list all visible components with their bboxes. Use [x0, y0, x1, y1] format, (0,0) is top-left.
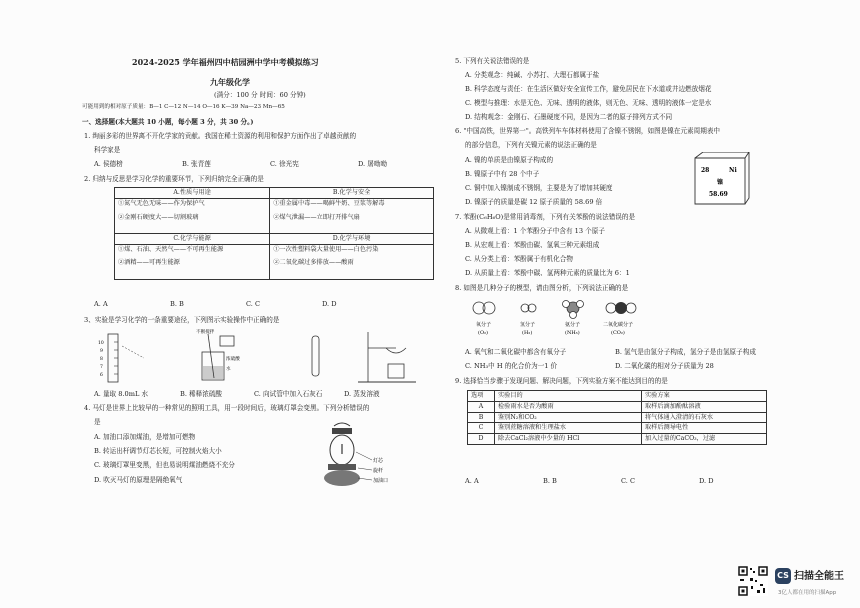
row-a-label: A: [468, 401, 495, 412]
q8-stem: 8. 如图是几种分子的模型，请由图分析，下列说法正确的是: [455, 284, 629, 292]
hydrogen-molecule-icon: [521, 304, 536, 312]
test-tube-icon: [312, 336, 319, 376]
subject-title: 九年级化学: [210, 77, 250, 87]
table-row: [468, 401, 767, 412]
q6-stem-cont: 的部分信息，下列有关镍元素的说法正确的是: [465, 141, 597, 149]
q9-table: [467, 390, 767, 445]
graduated-cylinder-icon: [98, 334, 144, 382]
q6-option-c: C. 铜中加入镍制成不锈钢，主要是为了增加其硬度: [465, 184, 613, 192]
q2-b-item-2: ②煤气泄漏——立即打开排气扇: [273, 213, 360, 221]
cyl-tick-7: 7: [100, 365, 103, 370]
row-a-plan: 取样后滴加酚酞溶液: [642, 401, 767, 412]
q2-d-head: D.化学与环境: [270, 233, 434, 244]
mol-name-1: 氧分子: [476, 322, 492, 328]
acid-label: 浓硫酸: [226, 357, 240, 362]
q2-d-item-2: ②二氧化碳过多排放——酸雨: [273, 259, 354, 267]
table-row: [468, 412, 767, 423]
row-d-label: D: [468, 434, 495, 445]
q5-option-a: A. 分类观念：纯碱、小苏打、大理石都属于盐: [465, 71, 600, 79]
q8-option-d: D. 二氧化碳的相对分子质量为 28: [615, 362, 714, 370]
q7-stem: 7. 苯酚(C₆H₆O)是常用消毒剂，下列有关苯酚的说法错误的是: [455, 213, 636, 221]
q2-d-items: [270, 244, 434, 279]
water-label: 水: [226, 367, 231, 372]
row-c-purpose: 鉴别蔗糖溶液和生理盐水: [495, 423, 642, 434]
q2-c-items: [115, 244, 270, 279]
q3-option-b: B. 稀释浓硫酸: [180, 390, 223, 398]
fill-port-label: 加油口: [373, 478, 389, 484]
q4-stem-cont: 是: [94, 418, 101, 426]
brand-name: 扫描全能王: [794, 571, 844, 582]
q9-option-d: D. D: [699, 477, 714, 485]
cyl-tick-8: 8: [100, 357, 103, 362]
nickel-element-card: [685, 152, 751, 210]
q6-option-a: A. 镍的单质是由镍原子构成的: [465, 156, 554, 164]
q2-c-item-1: ①煤、石油、天然气——不可再生能源: [118, 245, 224, 253]
ammonia-molecule-icon: [563, 301, 584, 319]
q9-stem: 9. 选择恰当步骤于发现问题、解决问题，下列实验方案不能达到目的的是: [455, 377, 668, 385]
element-name: 镍: [717, 179, 724, 186]
row-a-purpose: 检验雨水是否为酸雨: [495, 401, 642, 412]
q2-d-item-1: ①一次性塑料袋大量使用——白色污染: [273, 245, 379, 253]
row-c-label: C: [468, 423, 495, 434]
mol-formula-2: (H₂): [522, 330, 533, 336]
molecule-models: [469, 296, 669, 344]
q2-b-items: [270, 198, 434, 233]
row-d-purpose: 除去CaCl₂溶液中少量的 HCl: [495, 434, 642, 445]
q3-option-d: D. 蒸发溶液: [344, 390, 380, 398]
q3-option-a: A. 量取 8.0mL 水: [94, 390, 149, 398]
q3-lab-figures: [96, 328, 426, 386]
row-b-label: B: [468, 412, 495, 423]
q5-option-d: D. 结构观念：金刚石、石墨硬度不同，是因为二者的原子排列方式不同: [465, 113, 673, 121]
row-c-plan: 取样后测导电性: [642, 423, 767, 434]
q2-table: [114, 187, 434, 280]
q2-option-c: C. C: [246, 300, 261, 308]
camscanner-logo: CS: [775, 568, 791, 584]
header-option: 选项: [468, 391, 495, 402]
lantern-icon: [324, 423, 372, 486]
section-heading: 一、选择题(本大题共 10 小题，每小题 3 分，共 30 分。): [82, 118, 254, 126]
q3-option-c: C. 向试管中加入石灰石: [254, 390, 323, 398]
mol-formula-4: (CO₂): [611, 330, 625, 336]
co2-molecule-icon: [606, 302, 636, 314]
q1-option-c: C. 徐光宪: [270, 160, 299, 168]
q2-a-item-2: ②金刚石硬度大——切割玻璃: [118, 213, 199, 221]
q6-option-b: B. 镍原子中有 28 个中子: [465, 170, 540, 178]
q2-b-item-1: ①重金属中毒——喝鲜牛奶、豆浆等解毒: [273, 199, 385, 207]
q4-stem: 4. 马灯是世界上比较早的一种常见的照明工具，用一段时间后，玻璃灯罩会变黑。下列分析错误的: [84, 404, 370, 412]
mol-name-3: 氨分子: [565, 322, 581, 328]
q8-option-c: C. NH₃中 H 的化合价为一1 价: [465, 362, 558, 370]
q9-option-c: C. C: [621, 477, 636, 485]
q6-stem: 6. "中国高铁，世界第一"。高铁列车车体材料使用了含镍不锈钢，如图是镍在元素周期表中: [455, 127, 721, 135]
q7-option-c: C. 从分类上看：苯酚属于有机化合物: [465, 255, 573, 263]
qr-code-icon: [738, 566, 768, 596]
q2-option-a: A. A: [94, 300, 108, 308]
oxygen-molecule-icon: [473, 302, 495, 314]
q5-stem: 5. 下列有关说法错误的是: [455, 57, 530, 65]
q4-option-d: D. 吹灭马灯的原理是隔绝氧气: [94, 476, 183, 484]
table-row: [468, 434, 767, 445]
row-b-purpose: 鉴别N₂和CO₂: [495, 412, 642, 423]
element-number: 28: [701, 167, 710, 174]
q7-option-d: D. 从质量上看：苯酚中碳、氢两种元素的质量比为 6：1: [465, 269, 630, 277]
evaporating-dish-icon: [358, 332, 416, 382]
mol-name-2: 氢分子: [520, 322, 536, 328]
q8-option-a: A. 氧气和二氧化碳中都含有氧分子: [465, 348, 567, 356]
q2-option-d: D. D: [322, 300, 337, 308]
q2-a-item-1: ①氮气无色无味——作为保护气: [118, 199, 205, 207]
element-symbol: Ni: [729, 167, 737, 174]
q4-option-c: C. 玻璃灯罩里变黑，但也易说明煤油燃烧不充分: [94, 461, 235, 469]
q2-b-head: B.化学与安全: [270, 188, 434, 199]
exam-title: 2024-2025 学年福州四中桔园洲中学中考模拟练习: [132, 57, 319, 67]
mol-name-4: 二氧化碳分子: [603, 322, 634, 328]
q2-c-item-2: ②酒精——可再生能源: [118, 259, 180, 267]
score-time: (满分：100 分 时间：60 分钟): [214, 91, 306, 99]
q2-c-head: C.化学与能源: [115, 233, 270, 244]
beaker-dilution-icon: [196, 328, 240, 380]
rod-label: 旋杆: [373, 468, 384, 474]
kerosene-lamp-figure: [312, 420, 402, 492]
q9-option-b: B. B: [543, 477, 557, 485]
header-plan: 实验方案: [642, 391, 767, 402]
q1-stem-cont: 科学家是: [94, 146, 121, 154]
mol-formula-1: (O₂): [478, 330, 489, 336]
mol-formula-3: (NH₃): [565, 330, 580, 336]
q1-option-d: D. 屠呦呦: [358, 160, 388, 168]
q2-a-head: A.性质与用途: [115, 188, 270, 199]
q5-option-b: B. 科学态度与责任：在生活区做好安全宣传工作，避免居民在下水道或井边燃放烟花: [465, 85, 712, 93]
header-purpose: 实验目的: [495, 391, 642, 402]
q8-option-b: B. 氢气是由氢分子构成，氢分子是由氢原子构成: [615, 348, 756, 356]
element-mass: 58.69: [709, 191, 728, 198]
q4-option-b: B. 转运出杆调节灯芯长短，可控制火焰大小: [94, 447, 222, 455]
q3-stem: 3、实验是学习化学的一条重要途径，下列图示实验操作中正确的是: [84, 316, 280, 324]
q1-option-b: B. 张青莲: [182, 160, 211, 168]
q2-stem: 2. 归纳与反思是学习化学的重要环节，下列归纳完全正确的是: [84, 175, 264, 183]
row-d-plan: 加入过量的CaCO₃，过滤: [642, 434, 767, 445]
stir-label: 不断搅拌: [196, 330, 215, 335]
q1-stem: 1. 绚丽多彩的世界离不开化学家的贡献。我国在稀土资源的利用和保护方面作出了卓越贡献的: [84, 132, 357, 140]
table-row: [468, 423, 767, 434]
q2-option-b: B. B: [170, 300, 184, 308]
atomic-masses: 可能用到的相对原子质量：B—1 C—12 N—14 O—16 K—39 Na—23 Mn—65: [82, 104, 285, 110]
q9-option-a: A. A: [465, 477, 479, 485]
q7-option-b: B. 从宏观上看：苯酚由碳、氢氧三种元素组成: [465, 241, 600, 249]
wick-label: 灯芯: [373, 458, 384, 464]
q1-option-a: A. 侯德榜: [94, 160, 123, 168]
q7-option-a: A. 从微观上看：1 个苯酚分子中含有 13 个原子: [465, 227, 605, 235]
cyl-tick-10: 10: [98, 341, 104, 346]
table-header-row: [468, 391, 767, 402]
q6-option-d: D. 镍原子的质量是碳 12 原子质量的 58.69 倍: [465, 198, 603, 206]
brand-slogan: 3亿人都在用的扫描App: [778, 590, 837, 596]
cyl-tick-6: 6: [100, 373, 103, 378]
cyl-tick-9: 9: [100, 349, 103, 354]
q4-option-a: A. 加油口添加煤油，是增加可燃物: [94, 433, 196, 441]
q2-a-items: [115, 198, 270, 233]
row-b-plan: 将气体通入澄清的石灰水: [642, 412, 767, 423]
q5-option-c: C. 模型与推理：水是无色、无味、透明的液体，则无色、无味、透明的液体一定是水: [465, 99, 712, 107]
